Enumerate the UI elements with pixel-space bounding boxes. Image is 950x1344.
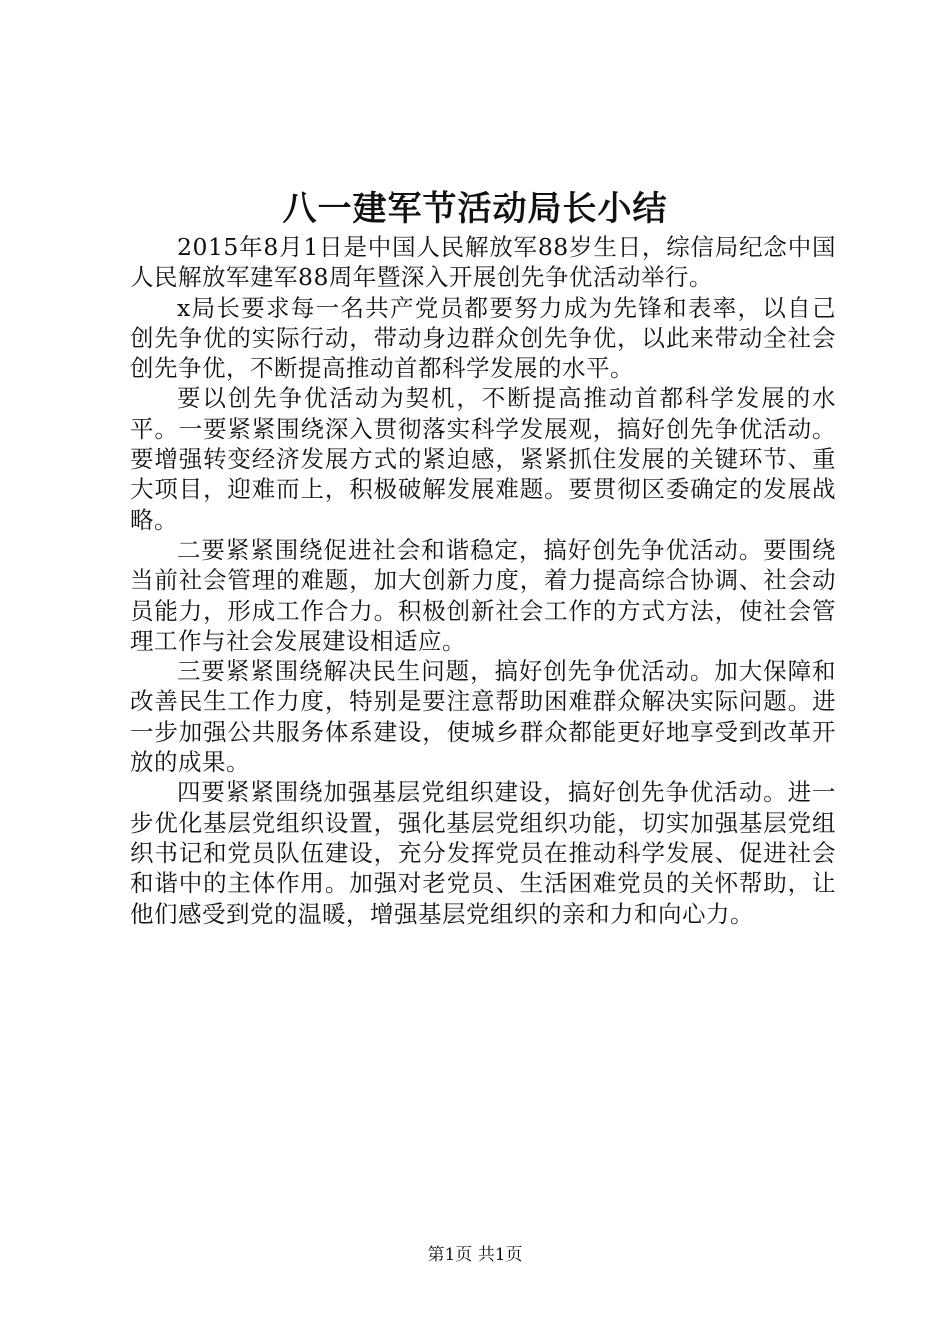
paragraph-3: 要以创先争优活动为契机，不断提高推动首都科学发展的水平。一要紧紧围绕深入贯彻落实科学发展观，搞好创先争优活动。要增强转变经济发展方式的紧迫感，紧紧抓住发展的关键环节、重大项目，迎难而上，积极破解发展难题。要贯彻区委确定的发展战略。	[130, 384, 836, 534]
paragraph-6: 四要紧紧围绕加强基层党组织建设，搞好创先争优活动。进一步优化基层党组织设置，强化基层党组织功能，切实加强基层党组织书记和党员队伍建设，充分发挥党员在推动科学发展、促进社会和谐中的主体作用。加强对老党员、生活困难党员的关怀帮助，让他们感受到党的温暖，增强基层党组织的亲和力和向心力。	[130, 778, 836, 928]
paragraph-5: 三要紧紧围绕解决民生问题，搞好创先争优活动。加大保障和改善民生工作力度，特别是要注意帮助困难群众解决实际问题。进一步加强公共服务体系建设，使城乡群众都能更好地享受到改革开放的成果。	[130, 657, 836, 777]
paragraph-2: x局长要求每一名共产党员都要努力成为先锋和表率，以自己创先争优的实际行动，带动身边群众创先争优，以此来带动全社会创先争优，不断提高推动首都科学发展的水平。	[130, 293, 836, 383]
document-body	[130, 232, 836, 929]
paragraph-4: 二要紧紧围绕促进社会和谐稳定，搞好创先争优活动。要围绕当前社会管理的难题，加大创新力度，着力提高综合协调、社会动员能力，形成工作合力。积极创新社会工作的方式方法，使社会管理工作与社会发展建设相适应。	[130, 535, 836, 655]
page-footer: 第1页 共1页	[427, 1245, 523, 1265]
paragraph-1: 2015年8月1日是中国人民解放军88岁生日，综信局纪念中国人民解放军建军88周年暨深入开展创先争优活动举行。	[130, 233, 836, 292]
document-title: 八一建军节活动局长小结	[282, 189, 668, 229]
